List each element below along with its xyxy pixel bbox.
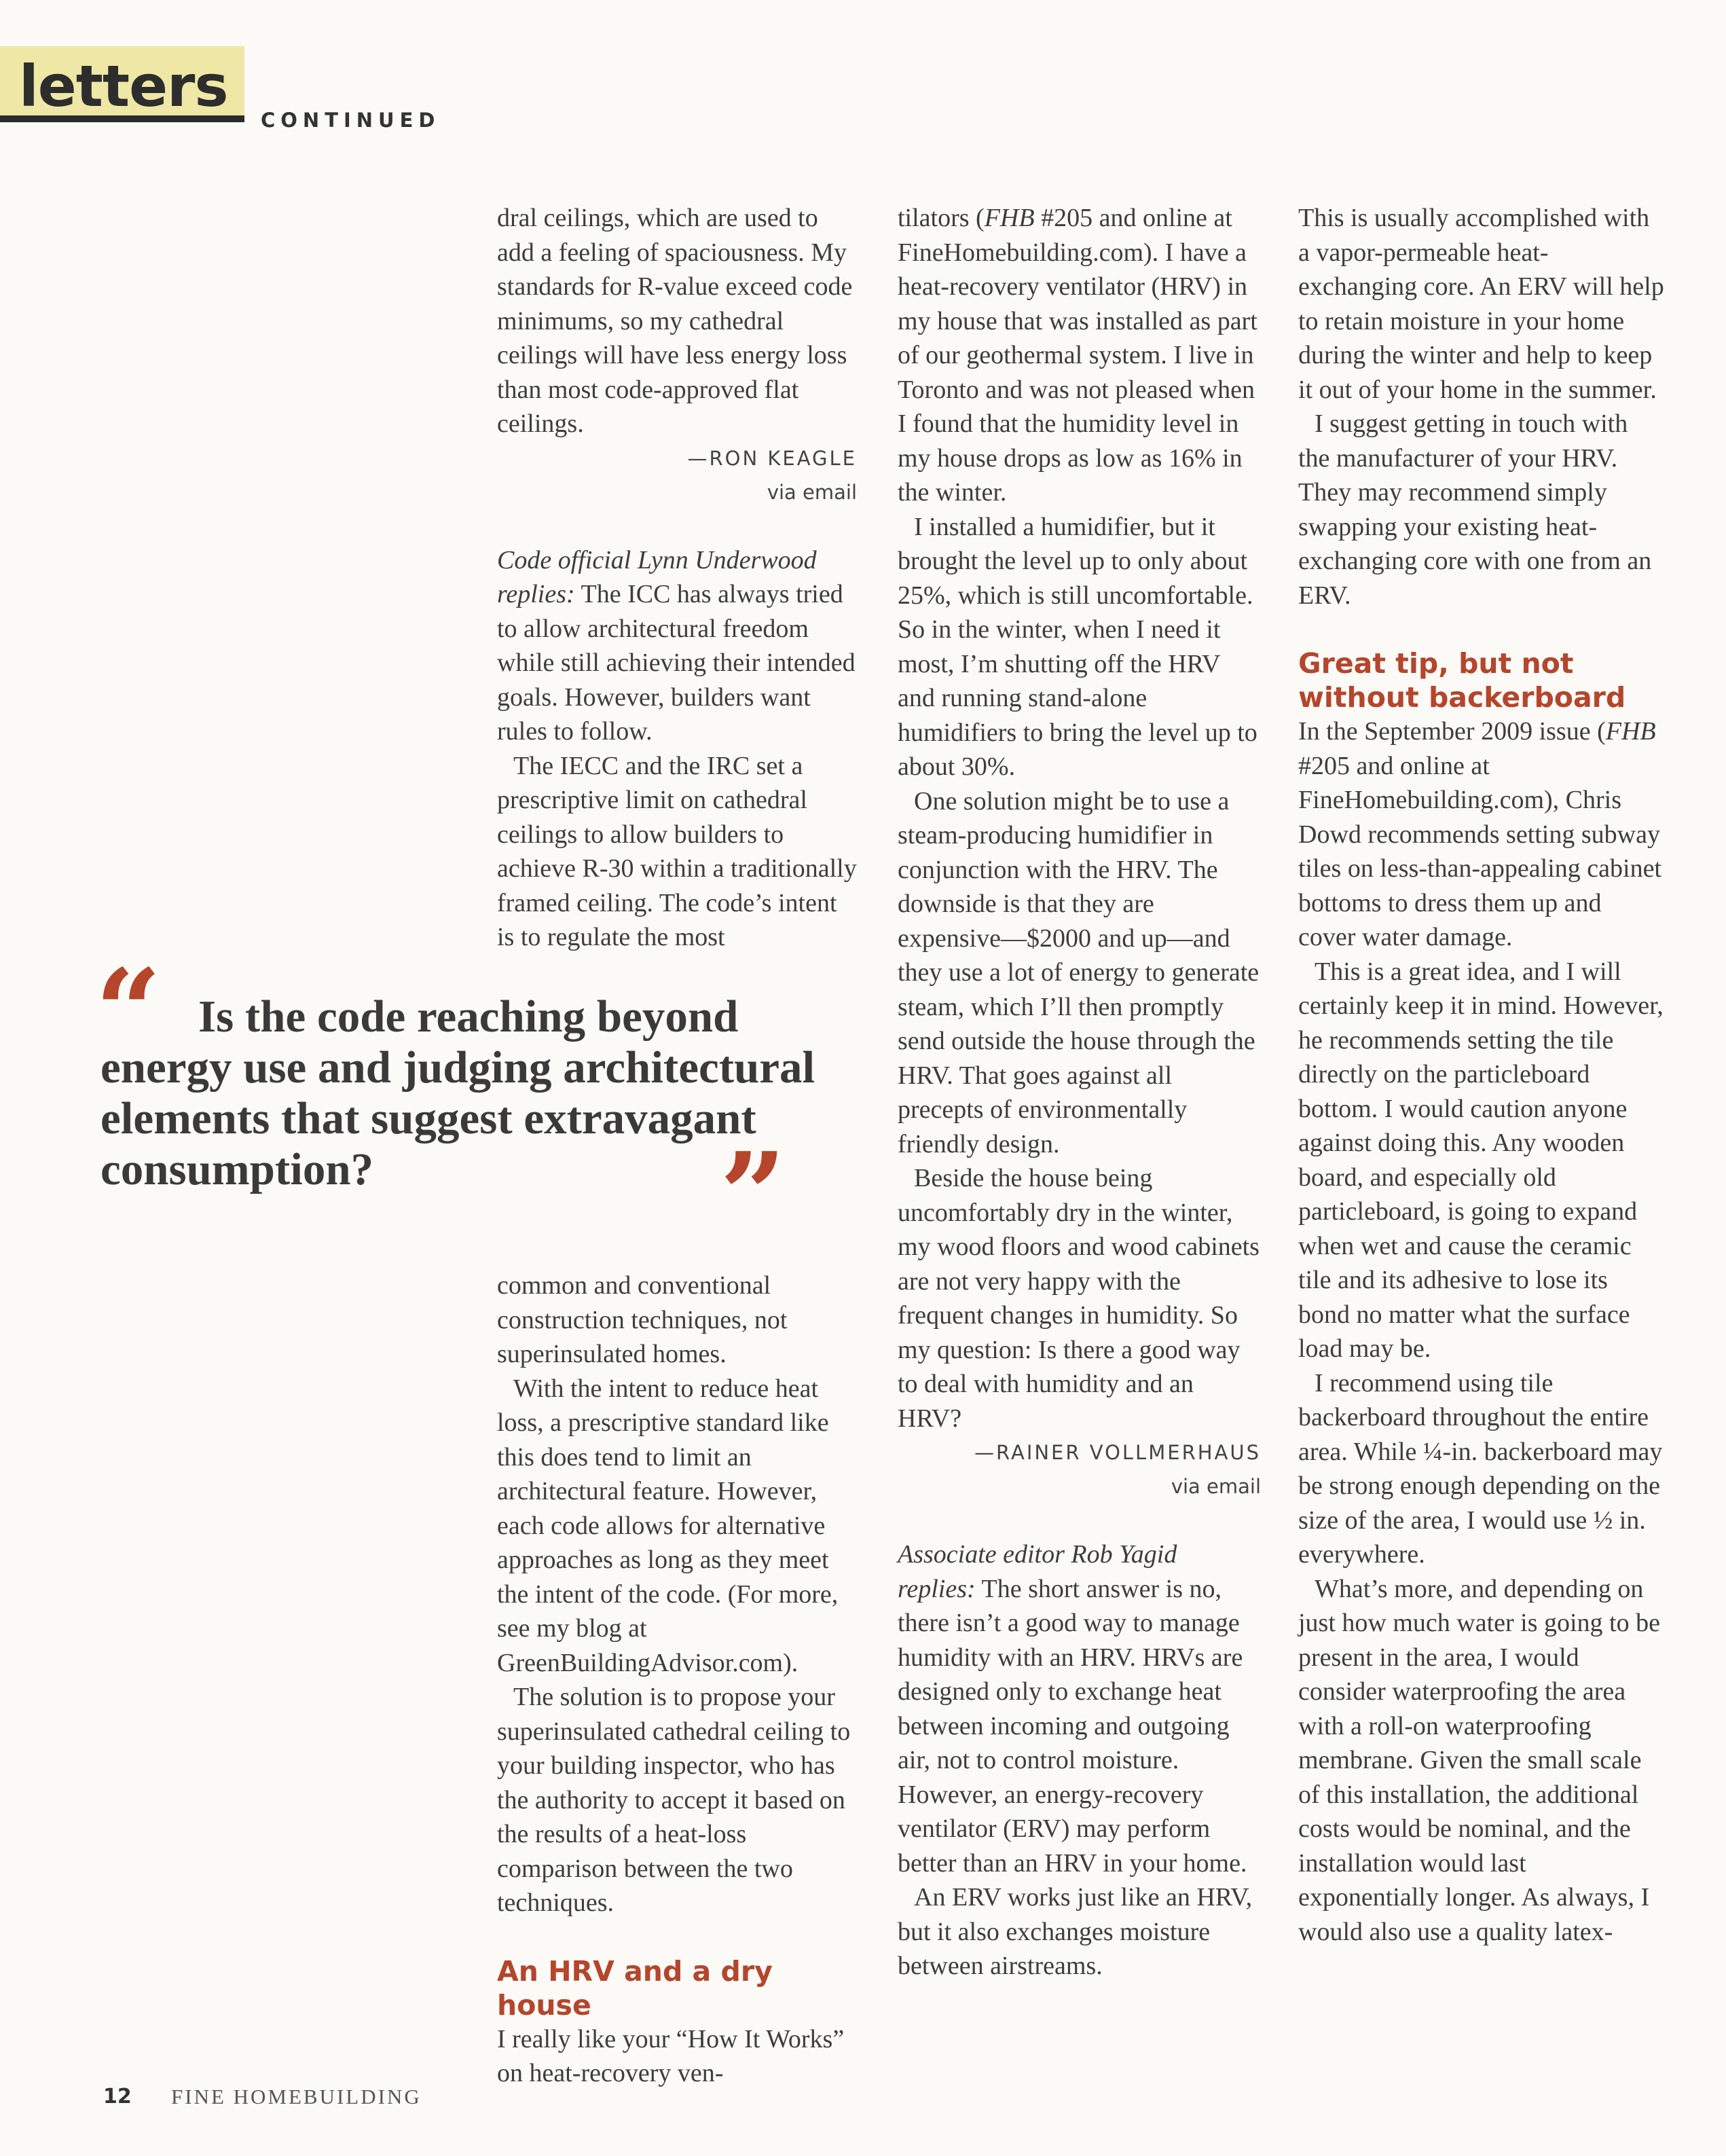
magazine-abbrev: FHB bbox=[1605, 717, 1656, 746]
subhead-line: without backerboard bbox=[1298, 681, 1626, 714]
paragraph: With the intent to reduce heat loss, a prescriptive standard like this does tend to limit an architectural feature. However, each code allows for alternative approaches as long as they meet the intent of the code. (For more, see my blog at GreenBuildingAdvisor.com). bbox=[497, 1374, 839, 1677]
page-number: 12 bbox=[103, 2085, 132, 2108]
paragraph: This is a great idea, and I will certainly keep it in mind. However, he recommends setting the tile directly on the particleboard bottom. I would caution anyone against doing this. Any wooden board, and especially old particleboard, is going to expand when wet and cause the ceramic tile and its adhesive to lose its bond no matter what the surface load may be. bbox=[1298, 957, 1664, 1363]
column-1-lower bbox=[497, 1268, 857, 2091]
text-run: #205 and online at FineHomebuilding.com). I have a heat-recovery ventilator (HRV) in my house that was installed as part of our geothermal system. I live in Toronto and was not pleased when I found that the humidity level in my house drops as low as 16% in the winter. bbox=[898, 204, 1257, 507]
text-run: #205 and online at FineHomebuilding.com), Chris Dowd recommends setting subway tiles on less-than-appealing cabinet bottoms to dress them up and cover water damage. bbox=[1298, 751, 1661, 951]
letter-via: via email bbox=[767, 480, 857, 504]
pull-quote-text: Is the code reaching beyond energy use and judging architectural elements that suggest extravagant consumption? bbox=[100, 991, 815, 1194]
subhead bbox=[1298, 646, 1665, 714]
letter-signature: —RAINER VOLLMERHAUS bbox=[974, 1441, 1261, 1464]
reply-lead: Code official Lynn Underwood replies: bbox=[497, 545, 817, 608]
paragraph: The solution is to propose your superinsulated cathedral ceiling to your building inspector, who has the authority to accept it based on the results of a heat-loss comparison between the two techniques. bbox=[497, 1683, 851, 1917]
text-run: In the September 2009 issue ( bbox=[1298, 717, 1606, 746]
column-1-upper bbox=[497, 201, 857, 955]
paragraph bbox=[1298, 714, 1665, 955]
paragraph bbox=[898, 201, 1261, 510]
magazine-abbrev: FHB bbox=[984, 204, 1035, 232]
section-title: letters bbox=[19, 53, 228, 120]
subhead: An HRV and a dry house bbox=[497, 1954, 773, 2022]
paragraph: dral ceilings, which are used to add a feeling of spaciousness. My standards for R-value exceed code minimums, so my cathedral ceilings will have less energy loss than most code-approved flat ceilings. bbox=[497, 204, 853, 438]
paragraph: I installed a humidifier, but it brought the level up to only about 25%, which is still uncomfortable. So in the winter, when I need it most, I’m shutting off the HRV and running stand-alone humidifiers to bring the level up to about 30%. bbox=[898, 512, 1257, 781]
reply-text: The ICC has always tried to allow architectural freedom while still achieving their intended goals. However, builders want rules to follow. bbox=[497, 580, 856, 746]
letter-signature: —RON KEAGLE bbox=[687, 446, 857, 470]
continued-label: CONTINUED bbox=[261, 109, 441, 132]
paragraph: What’s more, and depending on just how much water is going to be present in the area, I would consider waterproofing the area with a roll-on waterproofing membrane. Given the small scale of this installation, the additional costs would be nominal, and the installation would last exponentially longer. As always, I would also use a quality latex- bbox=[1298, 1574, 1660, 1946]
paragraph: common and conventional construction techniques, not superinsulated homes. bbox=[497, 1271, 788, 1368]
subhead-line: Great tip, but not bbox=[1298, 647, 1574, 680]
letter-via: via email bbox=[1171, 1475, 1261, 1498]
reply-text: The short answer is no, there isn’t a good way to manage humidity with an HRV. HRVs are designed only to exchange heat between incoming and outgoing air, not to control moisture. However, an energy-recovery ventilator (ERV) may perform better than an HRV in your home. bbox=[898, 1574, 1247, 1878]
column-2 bbox=[898, 201, 1261, 1984]
open-quote-icon: “ bbox=[95, 944, 162, 1080]
reply-paragraph bbox=[898, 1537, 1261, 1880]
paragraph: The IECC and the IRC set a prescriptive limit on cathedral ceilings to allow builders to achieve R-30 within a traditionally framed ceiling. The code’s intent is to regulate the most bbox=[497, 751, 857, 951]
paragraph: I really like your “How It Works” on heat-recovery ven- bbox=[497, 2024, 845, 2087]
reply-lead: Associate editor Rob Yagid replies: bbox=[898, 1540, 1177, 1603]
paragraph: This is usually accomplished with a vapor-permeable heat-exchanging core. An ERV will help to retain moisture in your home during the winter and help to keep it out of your home in the summer. bbox=[1298, 204, 1664, 404]
paragraph: I recommend using tile backerboard throughout the entire area. While ¼-in. backerboard may be strong enough depending on the size of the area, I would use ½ in. everywhere. bbox=[1298, 1368, 1663, 1569]
magazine-name: FINE HOMEBUILDING bbox=[171, 2085, 422, 2108]
column-3 bbox=[1298, 201, 1665, 1949]
close-quote-icon: ” bbox=[720, 1127, 786, 1263]
paragraph: One solution might be to use a steam-producing humidifier in conjunction with the HRV. The downside is that they are expensive—$2000 and up—and they use a lot of energy to generate steam, which I’ll then promptly send outside the house through the HRV. That goes against all precepts of environmentally friendly design. bbox=[898, 786, 1260, 1158]
paragraph: Beside the house being uncomfortably dry in the winter, my wood floors and wood cabinets are not very happy with the frequent changes in humidity. So my question: Is there a good way to deal with humidity and an HRV? bbox=[898, 1164, 1260, 1433]
reply-paragraph bbox=[497, 543, 857, 749]
paragraph: I suggest getting in touch with the manufacturer of your HRV. They may recommend simply swapping your existing heat-exchanging core with one from an ERV. bbox=[1298, 409, 1652, 610]
text-run: tilators ( bbox=[898, 204, 985, 232]
paragraph: An ERV works just like an HRV, but it also exchanges moisture between airstreams. bbox=[898, 1883, 1253, 1980]
